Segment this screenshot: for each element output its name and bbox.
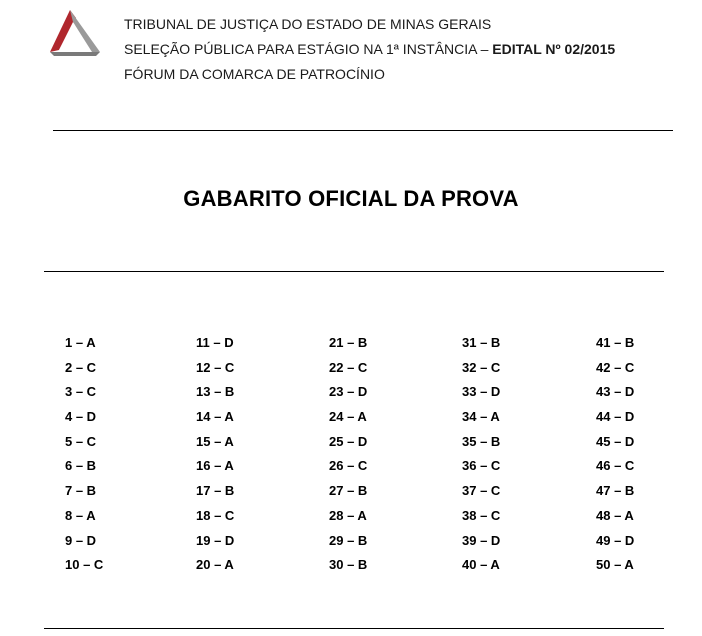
answer-item: 10 – C bbox=[65, 557, 104, 573]
answer-column-5 bbox=[596, 334, 634, 581]
answer-item: 3 – C bbox=[65, 384, 97, 400]
answer-item: 9 – D bbox=[65, 532, 97, 548]
answer-item: 5 – C bbox=[65, 433, 97, 449]
answer-item: 20 – A bbox=[196, 557, 234, 573]
answer-item: 28 – A bbox=[329, 507, 367, 523]
answer-item: 42 – C bbox=[596, 359, 635, 375]
answer-item: 15 – A bbox=[196, 433, 234, 449]
answer-item: 6 – B bbox=[65, 458, 97, 474]
answer-item: 7 – B bbox=[65, 483, 97, 499]
answer-item: 46 – C bbox=[596, 458, 635, 474]
tjmg-triangle-logo-icon bbox=[46, 6, 104, 56]
answer-item: 11 – D bbox=[196, 335, 234, 350]
answer-item: 16 – A bbox=[196, 458, 234, 474]
answer-item: 24 – A bbox=[329, 409, 367, 425]
answer-item: 19 – D bbox=[196, 532, 235, 548]
answer-column-4 bbox=[462, 334, 500, 581]
answer-item: 2 – C bbox=[65, 359, 97, 375]
answer-item: 35 – B bbox=[462, 433, 501, 449]
answer-item: 31 – B bbox=[462, 335, 501, 350]
answer-item: 36 – C bbox=[462, 458, 501, 474]
answer-item: 32 – C bbox=[462, 359, 501, 375]
answer-item: 29 – B bbox=[329, 532, 368, 548]
answer-item: 45 – D bbox=[596, 433, 635, 449]
answer-item: 1 – A bbox=[65, 335, 96, 350]
header-line-selection bbox=[124, 37, 615, 62]
answer-item: 14 – A bbox=[196, 409, 234, 425]
answer-item: 38 – C bbox=[462, 507, 501, 523]
header-edital: EDITAL Nº 02/2015 bbox=[492, 41, 616, 57]
answer-item: 40 – A bbox=[462, 557, 500, 573]
answer-item: 25 – D bbox=[329, 433, 368, 449]
answer-item: 39 – D bbox=[462, 532, 501, 548]
answer-item: 23 – D bbox=[329, 384, 368, 400]
answer-column-3 bbox=[329, 334, 367, 581]
answer-item: 22 – C bbox=[329, 359, 368, 375]
answer-item: 21 – B bbox=[329, 335, 368, 350]
answer-item: 8 – A bbox=[65, 507, 96, 523]
header-line-forum: FÓRUM DA COMARCA DE PATROCÍNIO bbox=[124, 66, 385, 82]
answer-item: 50 – A bbox=[596, 557, 634, 573]
answer-item: 33 – D bbox=[462, 384, 501, 400]
answer-item: 48 – A bbox=[596, 507, 634, 523]
answer-item: 47 – B bbox=[596, 483, 635, 499]
answer-item: 26 – C bbox=[329, 458, 368, 474]
answer-item: 27 – B bbox=[329, 483, 368, 499]
answer-item: 37 – C bbox=[462, 483, 501, 499]
answer-key-grid bbox=[0, 334, 702, 594]
answer-item: 44 – D bbox=[596, 409, 635, 425]
answer-item: 18 – C bbox=[196, 507, 235, 523]
answer-item: 43 – D bbox=[596, 384, 635, 400]
answer-column-2 bbox=[196, 334, 234, 581]
title-divider bbox=[44, 271, 664, 272]
document-header bbox=[124, 12, 615, 87]
answer-item: 4 – D bbox=[65, 409, 97, 425]
header-line-court: TRIBUNAL DE JUSTIÇA DO ESTADO DE MINAS GERAIS bbox=[124, 16, 492, 32]
answer-item: 41 – B bbox=[596, 335, 635, 350]
answer-item: 30 – B bbox=[329, 557, 368, 573]
top-divider bbox=[53, 130, 673, 131]
header-line-selection-text: SELEÇÃO PÚBLICA PARA ESTÁGIO NA 1ª INSTÂNCIA – bbox=[124, 41, 493, 57]
answer-item: 34 – A bbox=[462, 409, 500, 425]
answer-item: 49 – D bbox=[596, 532, 635, 548]
page-title: GABARITO OFICIAL DA PROVA bbox=[183, 186, 519, 211]
bottom-divider bbox=[44, 628, 664, 629]
answer-item: 17 – B bbox=[196, 483, 235, 499]
answer-item: 13 – B bbox=[196, 384, 235, 400]
answer-column-1 bbox=[65, 334, 103, 581]
answer-item: 12 – C bbox=[196, 359, 235, 375]
